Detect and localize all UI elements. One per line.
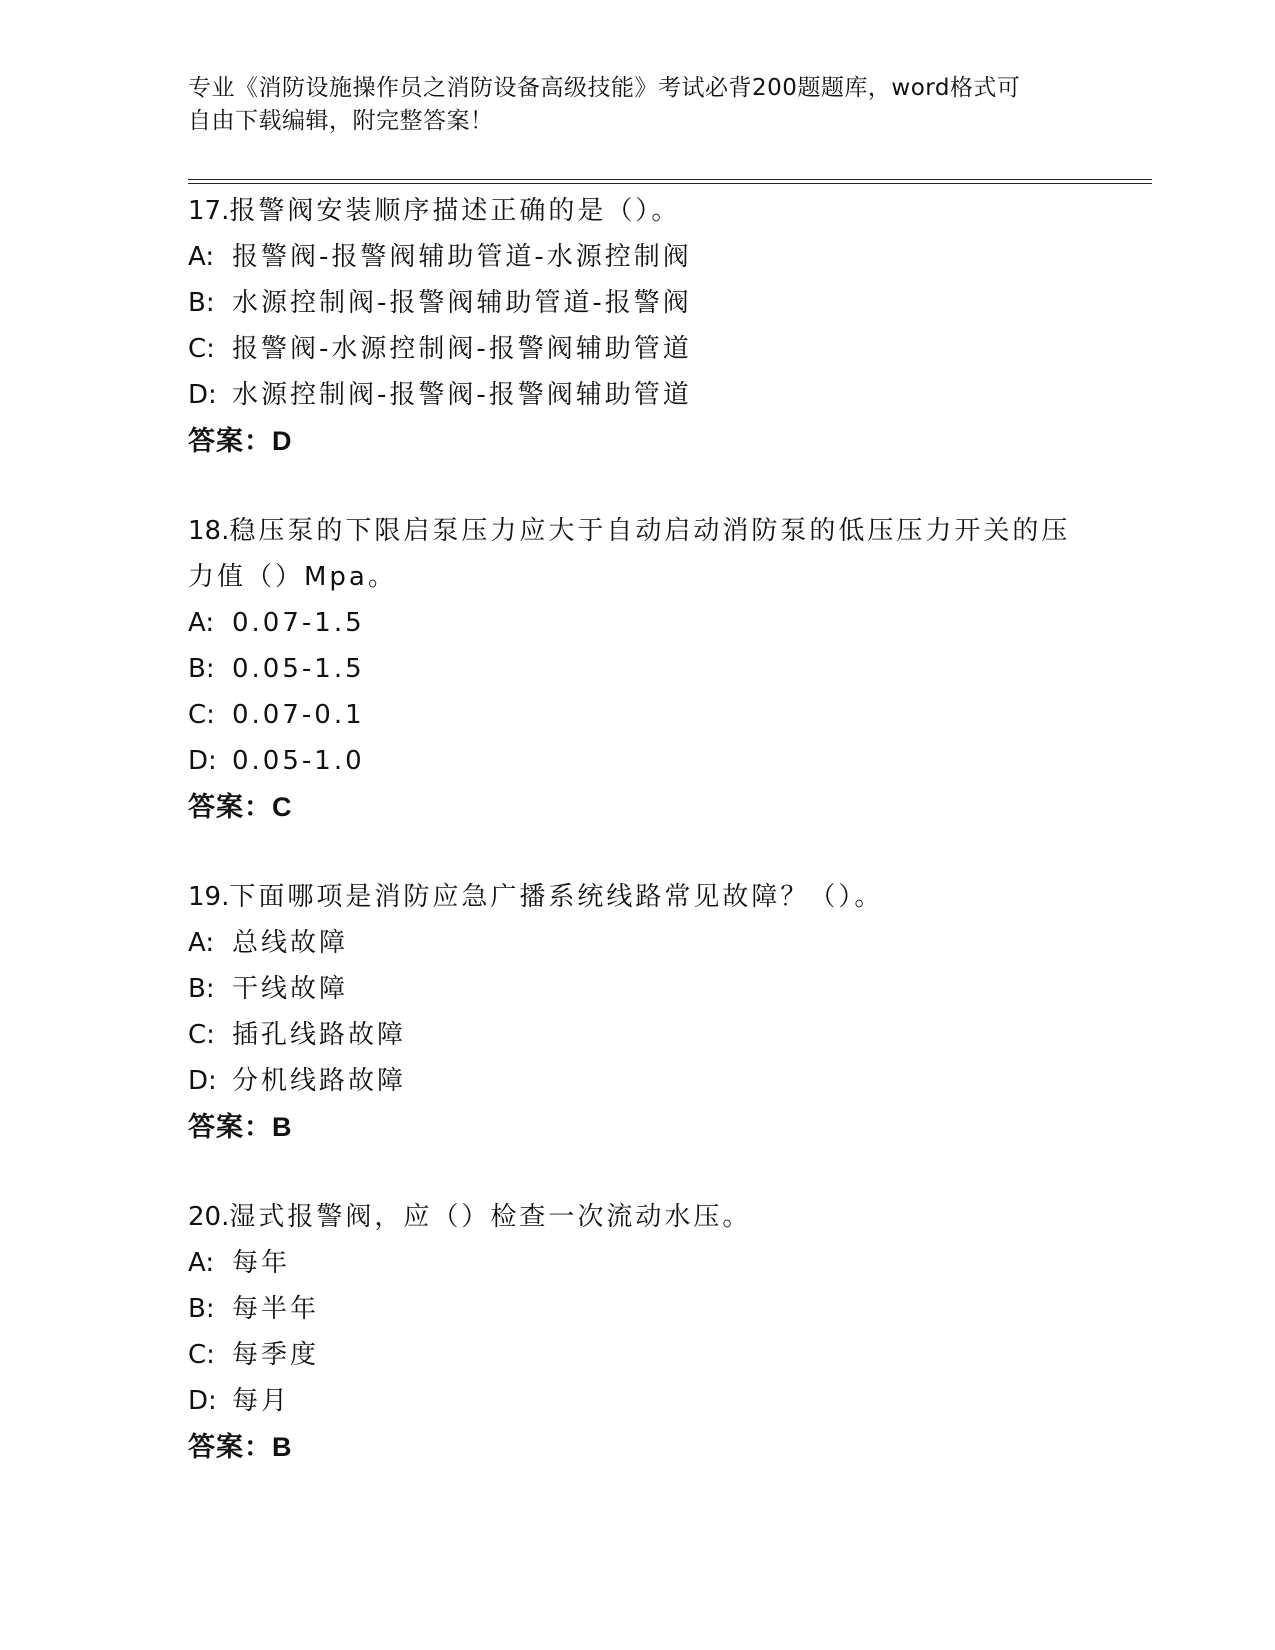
- option-text: 0.05-1.0: [232, 746, 365, 776]
- question-number: 18.: [188, 516, 230, 546]
- option-label: B:: [188, 288, 215, 318]
- header-line-1: 专业《消防设施操作员之消防设备高级技能》考试必背200题题库，word格式可: [188, 75, 1021, 101]
- option-label: A:: [188, 242, 215, 272]
- option-c: [188, 1332, 1088, 1378]
- option-c: [188, 1012, 1088, 1058]
- question-text: 稳压泵的下限启泵压力应大于自动启动消防泵的低压压力开关的压力值（）Mpa。: [188, 516, 1071, 592]
- question-text: 下面哪项是消防应急广播系统线路常见故障？（）。: [229, 882, 884, 912]
- option-text: 报警阀-水源控制阀-报警阀辅助管道: [232, 334, 692, 364]
- option-label: B:: [188, 974, 215, 1004]
- option-b: [188, 280, 1088, 326]
- option-label: B:: [188, 1294, 215, 1324]
- option-text: 0.05-1.5: [232, 654, 365, 684]
- option-text: 干线故障: [232, 974, 349, 1004]
- option-c: [188, 692, 1088, 738]
- option-text: 水源控制阀-报警阀-报警阀辅助管道: [232, 380, 692, 410]
- question-17: [188, 188, 1088, 464]
- option-label: D:: [188, 746, 217, 776]
- option-text: 每年: [232, 1248, 291, 1278]
- question-list: [188, 188, 1088, 1514]
- option-label: D:: [188, 380, 217, 410]
- option-text: 每季度: [232, 1340, 320, 1370]
- option-label: C:: [188, 1020, 215, 1050]
- question-stem: [188, 1194, 1088, 1240]
- question-text: 报警阀安装顺序描述正确的是（）。: [229, 196, 681, 226]
- option-a: [188, 1240, 1088, 1286]
- option-d: [188, 1058, 1088, 1104]
- question-text: 湿式报警阀，应（）检查一次流动水压。: [229, 1202, 752, 1232]
- option-label: C:: [188, 1340, 215, 1370]
- option-b: [188, 646, 1088, 692]
- header-line-2: 自由下载编辑，附完整答案！: [188, 108, 494, 134]
- answer-line: 答案：D: [188, 426, 293, 456]
- answer-line: 答案：B: [188, 1112, 293, 1142]
- option-text: 水源控制阀-报警阀辅助管道-报警阀: [232, 288, 692, 318]
- question-number: 19.: [188, 882, 230, 912]
- option-text: 0.07-1.5: [232, 608, 365, 638]
- option-label: D:: [188, 1386, 217, 1416]
- document-header: [188, 72, 1068, 138]
- option-label: A:: [188, 608, 215, 638]
- option-label: A:: [188, 928, 215, 958]
- option-a: [188, 600, 1088, 646]
- option-b: [188, 966, 1088, 1012]
- answer-line: 答案：B: [188, 1432, 293, 1462]
- option-label: B:: [188, 654, 215, 684]
- option-label: A:: [188, 1248, 215, 1278]
- question-stem: [188, 874, 1088, 920]
- answer-line: 答案：C: [188, 792, 293, 822]
- question-20: [188, 1194, 1088, 1470]
- option-label: C:: [188, 700, 215, 730]
- option-label: D:: [188, 1066, 217, 1096]
- question-stem: [188, 508, 1088, 600]
- question-number: 20.: [188, 1202, 230, 1232]
- option-a: [188, 920, 1088, 966]
- option-d: [188, 738, 1088, 784]
- header-divider-bottom: [188, 183, 1152, 184]
- question-19: [188, 874, 1088, 1150]
- option-text: 每半年: [232, 1294, 320, 1324]
- option-d: [188, 372, 1088, 418]
- option-text: 总线故障: [232, 928, 349, 958]
- option-d: [188, 1378, 1088, 1424]
- option-text: 报警阀-报警阀辅助管道-水源控制阀: [232, 242, 692, 272]
- option-text: 每月: [232, 1386, 291, 1416]
- option-text: 插孔线路故障: [232, 1020, 407, 1050]
- question-18: [188, 508, 1088, 830]
- option-c: [188, 326, 1088, 372]
- option-text: 0.07-0.1: [232, 700, 365, 730]
- header-divider-top: [188, 179, 1152, 180]
- question-stem: [188, 188, 1088, 234]
- option-b: [188, 1286, 1088, 1332]
- option-a: [188, 234, 1088, 280]
- option-text: 分机线路故障: [232, 1066, 407, 1096]
- option-label: C:: [188, 334, 215, 364]
- question-number: 17.: [188, 196, 230, 226]
